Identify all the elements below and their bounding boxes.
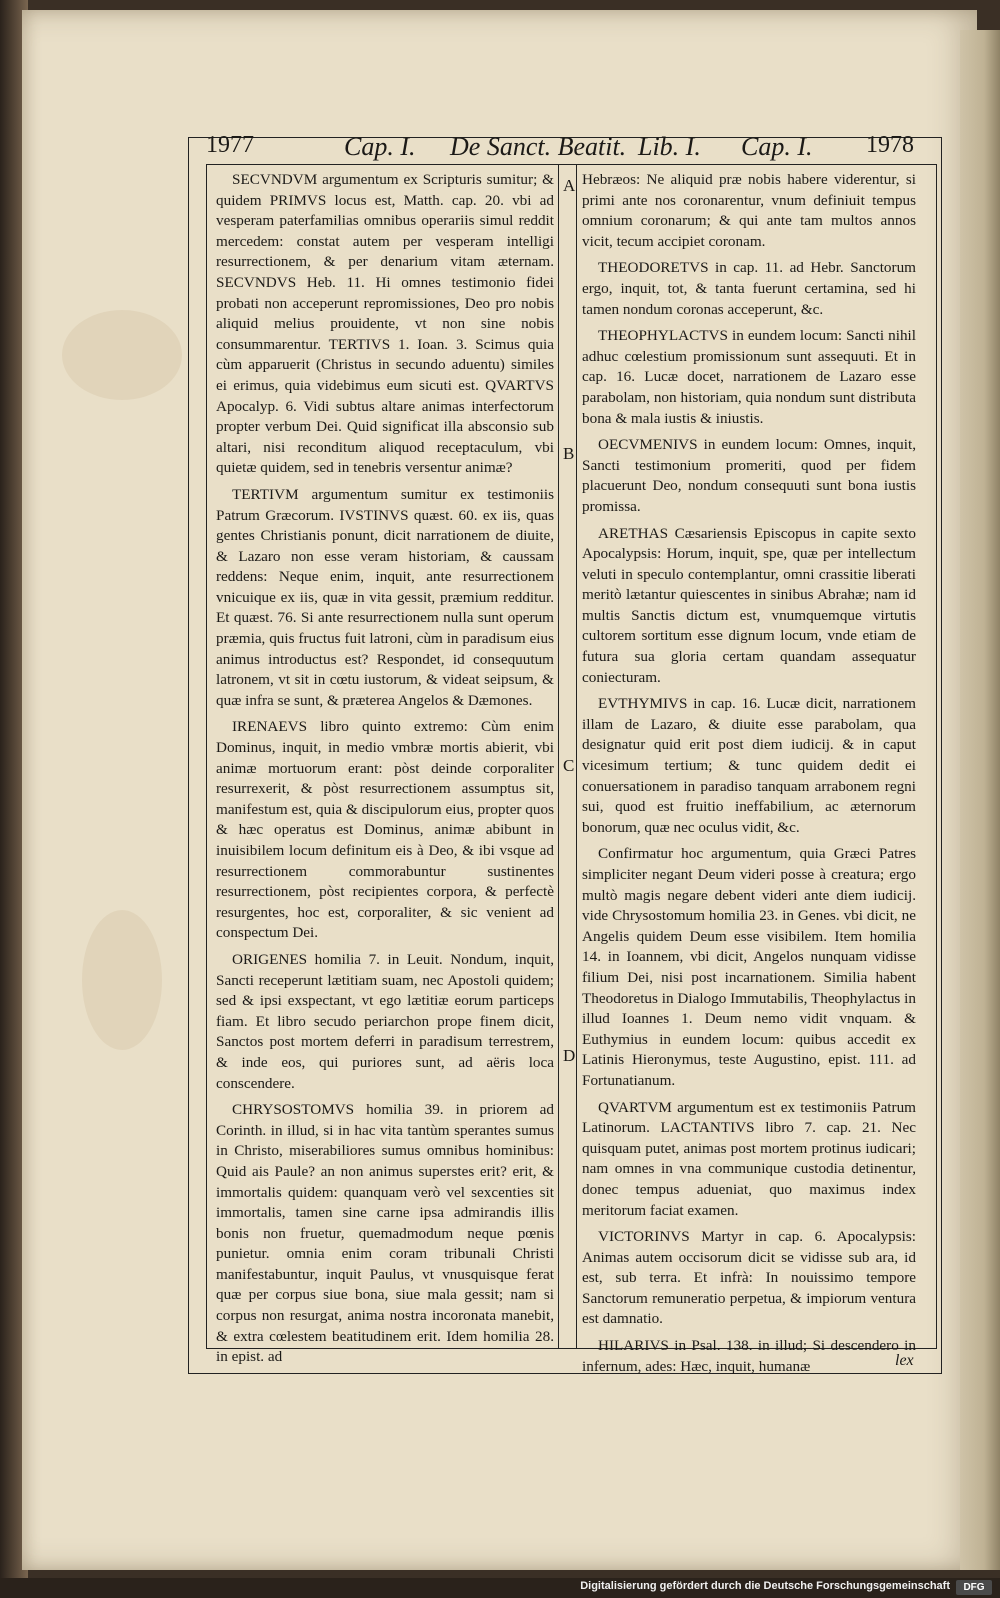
footer-credit: Digitalisierung gefördert durch die Deutsche Forschungsgemeinschaft: [580, 1580, 950, 1592]
margin-letter-a: A: [563, 176, 576, 195]
book-label: Lib. I.: [638, 132, 701, 161]
right-border-rule: [936, 164, 937, 1349]
paragraph: THEOPHYLACTVS in eundem locum: Sancti nihil adhuc cœlestium promissionum sunt assequuti. Et in cap. 16. Lucæ docet, narrationem de Lazaro esse parabolam, non historiam, quia nondum sunt distributa bona & mala iustis & iniustis.: [582, 327, 916, 427]
margin-letter-c: C: [563, 756, 575, 775]
paragraph: TERTIVM argumentum sumitur ex testimoniis Patrum Græcorum. IVSTINVS quæst. 60. ex iis, quas gentes Christianis ponunt, dicit narrationem de diuite, & Lazaro non esse veram historiam, & caussam reddens: Neque enim, inquit, ante resurrectionem vnicuique ex iis, quæ in vita gessit, præmium redditur. Et quæst. 76. Si ante resurrectionem nulla sunt operum præmia, quis fructus fuit latroni, cùm in paradisum eius animus introductus est? Respondet, id consequutum latronem, vt sit in cœtu iustorum, & videat seipsum, & quæ infra se sunt, & præterea Angelos & Dæmones.: [216, 485, 554, 709]
paragraph: Confirmatur hoc argumentum, quia Græci Patres simpliciter negant Deum videri posse à creatura; ergo multò magis negare debent videri ante diem iudicij. vide Chrysostomum homilia 23. in Genes. vbi dicit, ne Angelis quidem Deum esse visibilem. Item homilia 14. in Ioannem, vbi dicit, Angelos nunquam vidisse filium Dei, nisi post incarnationem. Similia habent Theodoretus in Dialogo Immutabilis, Theophylactus in illud Ioannes 1. Deum nemo vidit vnquam. & Euthymius in eundem locum: quibus accedit ex Latinis Hieronymus, teste Augustino, epist. 111. ad Fortunatianum.: [582, 845, 916, 1089]
left-text-column: [216, 170, 554, 1366]
paragraph: ARETHAS Cæsariensis Episcopus in capite sexto Apocalypsis: Horum, inquit, spe, quæ per intellectum veluti in speculo contemplantur, omni crassitie liberati meritò lætantur quiescentes in sinibus Abrahæ; nam id multis Sanctis dictum est, vnumquemque virtutis cultorem sortitum esse dignum locum, vnde etiam de futura sua gloria certam quandam assequatur coniecturam.: [582, 524, 916, 686]
paper-stain: [62, 310, 182, 400]
left-border-rule: [206, 164, 207, 1349]
chapter-label-left: Cap. I.: [344, 132, 416, 161]
paragraph: EVTHYMIVS in cap. 16. Lucæ dicit, narrationem illam de Lazaro, & diuite esse parabolam, qua designatur quid erit post diem iudicij. & in caput vicesimum tertium; & tunc quidem dedit ei conuersationem in paradiso tanquam arrabonem regni sui, quod est fruitio ineffabilium, ac æternorum bonorum, quæ nec oculus vidit, &c.: [582, 695, 916, 836]
digitization-footer: [0, 1578, 1000, 1598]
paragraph: OECVMENIVS in eundem locum: Omnes, inquit, Sancti testimonium promeriti, quod per fidem placuerunt Deo, nondum consequuti sunt bona iustis promissa.: [582, 436, 916, 515]
next-page-edge: [960, 30, 1000, 1570]
paragraph: THEODORETVS in cap. 11. ad Hebr. Sanctorum ergo, inquit, tot, & tanta fuerunt certamina, sed hi tamen nondum coronas acceperunt, &c.: [582, 259, 916, 318]
running-title: De Sanct. Beatit.: [450, 132, 627, 161]
paragraph: VICTORINVS Martyr in cap. 6. Apocalypsis: Animas autem occisorum dicit se vidisse sub ara, id est, sub terra. Et infrà: In nouissimo tempore Sanctorum remuneratio perpetua, & impiorum ventura est damnatio.: [582, 1228, 916, 1328]
paragraph: ORIGENES homilia 7. in Leuit. Nondum, inquit, Sancti receperunt lætitiam suam, nec Apostoli quidem; sed & ipsi exspectant, vt ego lætitiæ eorum particeps fiam. Et libro secudo periarchon prope finem dicit, Sanctos post mortem deferri in paradisum terrestrem, & inde eos, qui puriores sunt, ad aëris loca conscendere.: [216, 950, 554, 1092]
catchword: lex: [895, 1352, 914, 1369]
paragraph: QVARTVM argumentum est ex testimoniis Patrum Latinorum. LACTANTIVS libro 7. cap. 21. Nec quisquam putet, animas post mortem protinus iudicari; nam omnes in vna communique custodia detinentur, donec tempus adueniat, quo maximus index meritorum faciat examen.: [582, 1098, 916, 1219]
header-rule: [206, 164, 936, 165]
paragraph: Hebræos: Ne aliquid præ nobis habere viderentur, si primi ante nos coronarentur, vnum definiuit tempus omnium coronarum; & qui ante tam multos annos vicit, tecum accipiet coronam.: [582, 171, 916, 250]
column-divider-right: [576, 164, 577, 1349]
margin-letter-b: B: [563, 444, 575, 463]
margin-letter-d: D: [563, 1046, 576, 1065]
page-number-right: 1978: [866, 132, 914, 158]
paragraph: HILARIVS in Psal. 138. in illud; Si descendero in infernum, ades: Hæc, inquit, humanæ: [582, 1337, 916, 1375]
running-header: [206, 128, 936, 168]
chapter-label-right: Cap. I.: [741, 132, 813, 161]
page-number-left: 1977: [206, 132, 254, 158]
column-divider-left: [558, 164, 559, 1349]
paper-stain: [82, 910, 162, 1050]
paragraph: SECVNDVM argumentum ex Scripturis sumitur; & quidem PRIMVS locus est, Matth. cap. 20. vbi ad vesperam paterfamilias omnibus operariis simul reddit mercedem: constat autem per vesperam intelligi resurrectionem, & per denarium vitam æternam. SECVNDVS Heb. 11. Hi omnes testimonio fidei probati non acceperunt repromissiones, Deo pro nobis aliquid melius prouidente, vt non sine nobis consummarentur. TERTIVS 1. Ioan. 3. Scimus quia cùm apparuerit (Christus in secundo aduentu) similes ei erimus, quia videbimus eum sicuti est. QVARTVS Apocalyp. 6. Vidi subtus altare animas interfectorum propter verbum Dei. Quid significat illa absconsio sub altari, nisi reconditum aliquod receptaculum, vbi quietæ quidem, sed in tenebris versentur animæ?: [216, 171, 554, 477]
dfg-logo-badge: DFG: [956, 1580, 992, 1595]
paragraph: CHRYSOSTOMVS homilia 39. in priorem ad Corinth. in illud, si in hac vita tantùm sperantes sumus in Christo, miserabiliores sumus omnibus hominibus: Quid ais Paule? an non animus superstes erit? erit, & immortalis quidem: quanquam verò vel sexcenties sit immortalis, tamen sine carne ipsa admirandis illis bonis non fruetur, quemadmodum neque pœnis punietur. omnia enim coram tribunali Christi manifestabuntur, inquit Paulus, vt vnusquisque ferat quæ per corpus siue bona, siue mala gessit; nam si corpus non resurgat, anima nostra incoronata manebit, & extra cœlestem beatitudinem erit. Idem homilia 28. in epist. ad: [216, 1101, 554, 1366]
paragraph: IRENAEVS libro quinto extremo: Cùm enim Dominus, inquit, in medio vmbræ mortis abierit, vbi animæ mortuorum erant: pòst deinde corporaliter resurrexerit, & pòst resurrectionem assumptus sit, manifestum est, quia & discipulorum eius, propter quos & hæc operatus est Dominus, animæ abibunt in inuisibilem locum definitum eis à Deo, & ibi vsque ad resurrectionem commorabuntur sustinentes resurrectionem, pòst recipientes corpora, & perfectè resurgentes, hoc est, corporaliter, & sic venient ad conspectum Dei.: [216, 718, 554, 942]
